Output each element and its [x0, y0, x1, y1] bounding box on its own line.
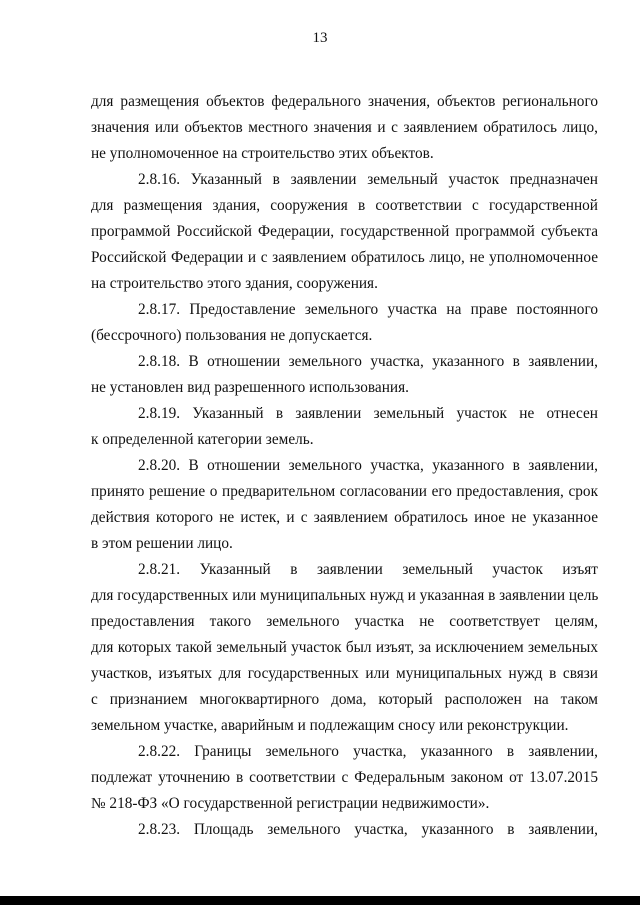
text-line: в этом решении лицо.: [91, 535, 233, 552]
text-line: предоставления такого земельного участка не соответствует целям,: [91, 613, 598, 630]
text-line: с признанием многоквартирного дома, который расположен на таком: [91, 691, 598, 708]
text-line: № 218-ФЗ «О государственной регистрации недвижимости».: [91, 795, 490, 812]
text-line: программой Российской Федерации, государственной программой субъекта: [91, 223, 598, 240]
document-body: [91, 89, 598, 843]
text-line: не установлен вид разрешенного использования.: [91, 379, 409, 396]
text-line: 2.8.21. Указанный в заявлении земельный участок изъят: [138, 561, 598, 578]
text-line: 2.8.23. Площадь земельного участка, указанного в заявлении,: [138, 821, 598, 838]
paragraph: [91, 453, 598, 557]
text-line: (бессрочного) пользования не допускается.: [91, 327, 373, 344]
paragraph: [91, 401, 598, 453]
text-line: для которых такой земельный участок был изъят, за исключением земельных: [91, 639, 598, 656]
text-line: земельном участке, аварийным и подлежащим сносу или реконструкции.: [91, 717, 569, 734]
text-line: для размещения объектов федерального значения, объектов регионального: [91, 93, 598, 110]
text-line: 2.8.16. Указанный в заявлении земельный участок предназначен: [138, 171, 598, 188]
paragraph: [91, 349, 598, 401]
paragraph: [91, 817, 598, 843]
text-line: подлежат уточнению в соответствии с Федеральным законом от 13.07.2015: [91, 769, 598, 786]
text-line: 2.8.22. Границы земельного участка, указанного в заявлении,: [138, 743, 598, 760]
text-line: для размещения здания, сооружения в соответствии с государственной: [91, 197, 598, 214]
text-line: на строительство этого здания, сооружения.: [91, 275, 378, 292]
text-line: Российской Федерации и с заявлением обратилось лицо, не уполномоченное: [91, 249, 598, 266]
text-line: 2.8.19. Указанный в заявлении земельный участок не отнесен: [138, 405, 598, 422]
paragraph: [91, 167, 598, 297]
paragraph: [91, 89, 598, 167]
text-line: участков, изъятых для государственных или муниципальных нужд в связи: [91, 665, 598, 682]
page-number: 13: [312, 30, 328, 46]
scan-edge-bar: [0, 896, 640, 905]
text-line: для государственных или муниципальных нужд и указанная в заявлении цель: [91, 587, 598, 604]
text-line: 2.8.17. Предоставление земельного участка на праве постоянного: [138, 301, 598, 318]
text-line: принято решение о предварительном согласовании его предоставления, срок: [91, 483, 598, 500]
paragraph: [91, 297, 598, 349]
text-line: не уполномоченное на строительство этих объектов.: [91, 145, 434, 162]
text-line: значения или объектов местного значения и с заявлением обратилось лицо,: [91, 119, 598, 136]
text-line: действия которого не истек, и с заявлением обратилось иное не указанное: [91, 509, 598, 526]
paragraph: [91, 739, 598, 817]
text-line: 2.8.20. В отношении земельного участка, указанного в заявлении,: [138, 457, 598, 474]
text-line: 2.8.18. В отношении земельного участка, указанного в заявлении,: [138, 353, 598, 370]
paragraph: [91, 557, 598, 739]
text-line: к определенной категории земель.: [91, 431, 314, 448]
